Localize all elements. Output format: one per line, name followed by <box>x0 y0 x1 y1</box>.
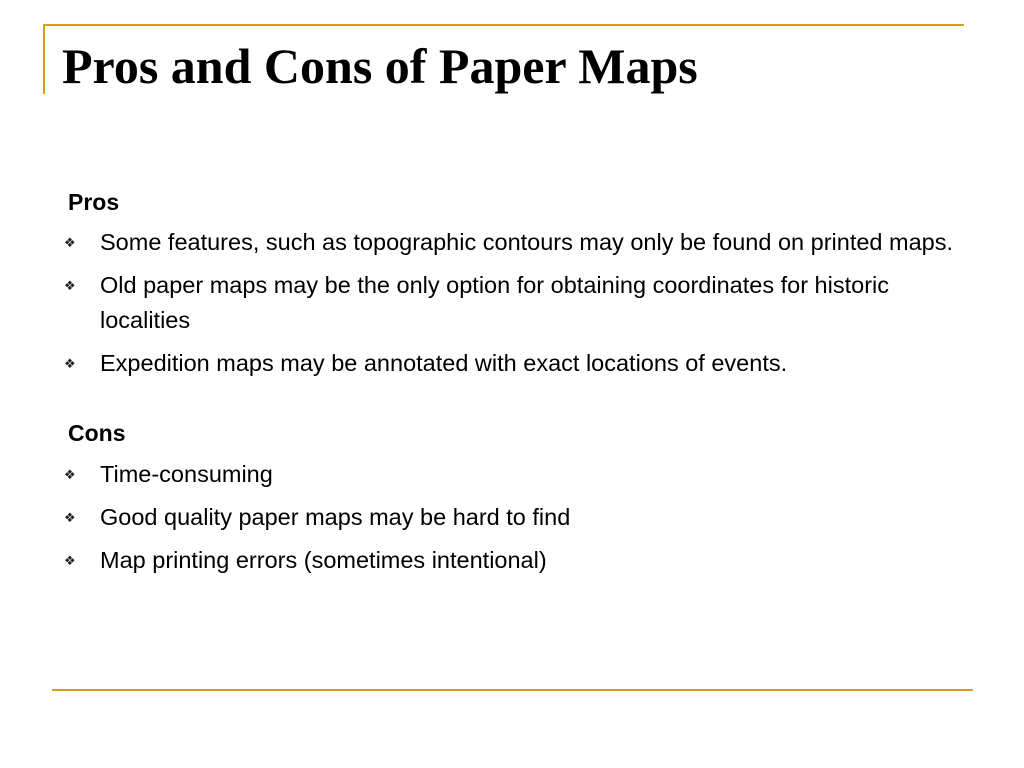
cons-list <box>62 457 962 578</box>
list-item <box>62 225 962 260</box>
list-item <box>62 268 962 338</box>
slide-title: Pros and Cons of Paper Maps <box>62 38 698 94</box>
cons-heading: Cons <box>68 420 126 447</box>
left-accent-line <box>43 24 45 94</box>
pros-list <box>62 225 962 381</box>
top-accent-line <box>43 24 964 26</box>
slide-body <box>62 186 962 586</box>
list-item <box>62 346 962 381</box>
list-item-text: Good quality paper maps may be hard to find <box>100 503 571 530</box>
diamond-bullet-icon: ❖ <box>64 278 76 294</box>
list-item <box>62 500 962 535</box>
pros-heading: Pros <box>68 189 120 215</box>
bottom-accent-line <box>52 689 973 691</box>
list-item <box>62 457 962 492</box>
diamond-bullet-icon: ❖ <box>64 356 76 372</box>
list-item-text: Map printing errors (sometimes intentional) <box>100 546 547 573</box>
list-item-text: Some features, such as topographic contours may only be found on printed maps. <box>100 229 954 256</box>
list-item <box>62 543 962 578</box>
diamond-bullet-icon: ❖ <box>64 466 76 482</box>
pros-section <box>62 186 962 381</box>
diamond-bullet-icon: ❖ <box>64 235 76 251</box>
list-item-text: Expedition maps may be annotated with exact locations of events. <box>100 350 788 377</box>
diamond-bullet-icon: ❖ <box>64 552 76 568</box>
cons-section <box>62 417 962 577</box>
list-item-text: Time-consuming <box>100 460 273 487</box>
list-item-text: Old paper maps may be the only option for obtaining coordinates for historic localities <box>100 272 889 334</box>
diamond-bullet-icon: ❖ <box>64 509 76 525</box>
